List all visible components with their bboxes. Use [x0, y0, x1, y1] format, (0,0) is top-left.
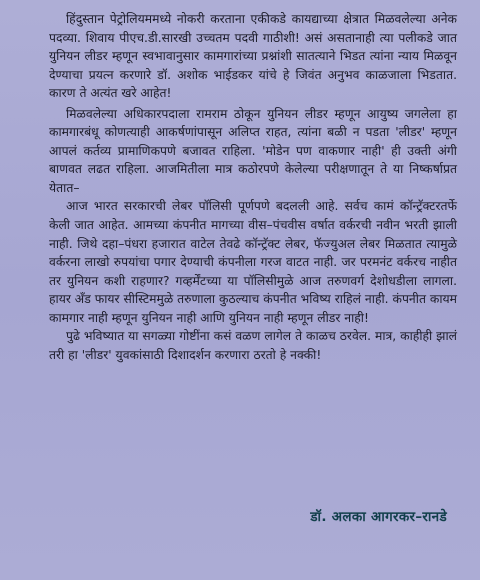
paragraph-quote: आज भारत सरकारची लेबर पॉलिसी पूर्णपणे बदलली आहे. सर्वच कामं कॉन्ट्रॅक्टरतर्फे केली जात आहेत. आमच्या कंपनीत मागच्या वीस–पंचवीस वर्षात वर्करची नवीन भरती झाली नाही. जिथे दहा–पंधरा हजारात वाटेल तेवढे कॉन्ट्रॅक्ट लेबर, फॅज्युअल लेबर मिळतात त्यामुळे वर्करना लाखो रुपयांचा पगार देण्याची कंपनीला गरज वाटत नाही. जर परमनंट वर्करच नाहीत तर युनियन कशी राहणार? गव्हर्मेंटच्या या पॉलिसीमुळे आज तरुणवर्ग देशोधडीला लागला. हायर अँड फायर सीस्टिममुळे तरुणाला कुठल्याच कंपनीत भविष्य राहिलं नाही. कंपनीत कायम कामगार नाही म्हणून युनियन नाही आणि युनियन नाही म्हणून लीडर नाही!: [49, 199, 457, 325]
paragraph-leader: मिळवलेल्या अधिकारपदाला रामराम ठोकून युनियन लीडर म्हणून आयुष्य जगलेला हा कामगारबंधू कोणत्याही आकर्षणांपासून अलिप्त राहत, त्यांना बळी न पडता 'लीडर' म्हणून आपलं कर्तव्य प्रामाणिकपणे बजावत राहिला. 'मोडेन पण वाकणार नाही' ही उक्ती अंगी बाणवत लढत राहिला. आजमितीला मात्र कठोरपणे केलेल्या परीक्षणातून ते या निष्कर्षाप्रत येतात–: [49, 106, 457, 195]
paragraph-intro: हिंदुस्तान पेट्रोलियममध्ये नोकरी करताना एकीकडे कायद्याच्या क्षेत्रात मिळवलेल्या अनेक पदव्या. शिवाय पीएच.डी.सारखी उच्चतम पदवी गाठीशी! असं असतानाही त्या पलीकडे जात युनियन लीडर म्हणून स्वभावानुसार कामगारांच्या प्रश्नांशी सातत्याने भिडत त्यांना न्याय मिळवून देण्याचा प्रयत्न करणारे डॉ. अशोक भाईडकर यांचे हे जिवंत अनुभव काळजाला भिडतात. कारण ते अत्यंत खरे आहेत!: [49, 12, 457, 101]
author-signature: डॉ. अलका आगरकर–रानडे: [310, 509, 447, 525]
paragraph-conclusion: पुढे भविष्यात या सगळ्या गोष्टींना कसं वळण लागेल ते काळच ठरवेल. मात्र, काहीही झालं तरी हा 'लीडर' युवकांसाठी दिशादर्शन करणारा ठरतो हे नक्की!: [49, 329, 457, 362]
blurb-text: [49, 10, 457, 364]
